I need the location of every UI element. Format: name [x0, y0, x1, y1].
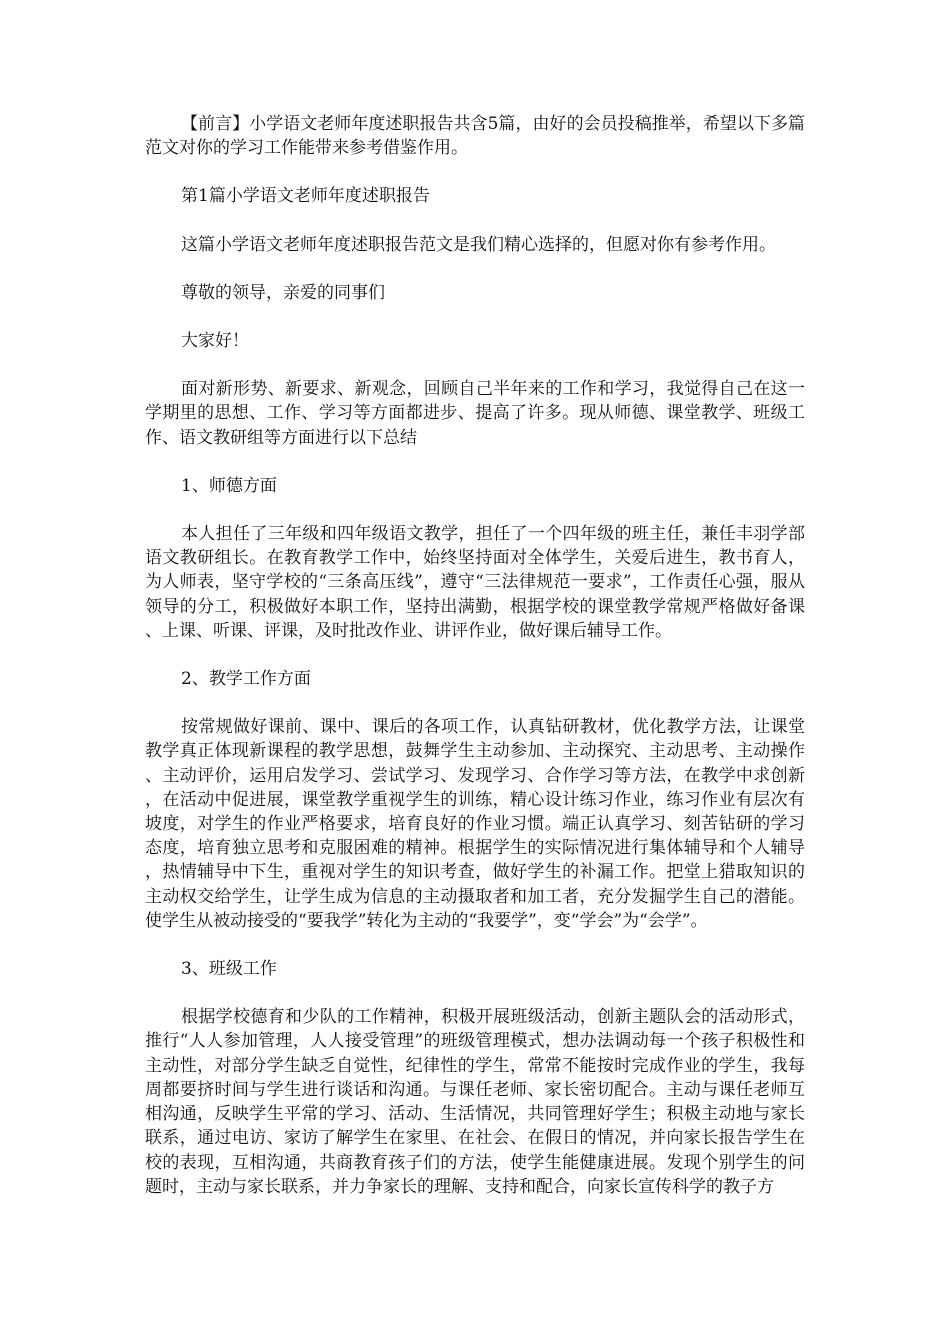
section-heading-class: 3、班级工作: [181, 959, 277, 980]
intro-paragraph: 这篇小学语文老师年度述职报告范文是我们精心选择的，但愿对你有参考作用。: [181, 234, 776, 255]
teaching-paragraph: 按常规做好课前、课中、课后的各项工作，认真钻研教材，优化教学方法，让课堂教学真正体现新课程的教学思想，鼓舞学生主动参加、主动探究、主动思考、主动操作、主动评价，运用启发学习、尝试学习、发现学习、合作学习等方法，在教学中求创新，在活动中促进展，课堂教学重视学生的训练，精心设计练习作业，练习作业有层次有坡度，对学生的作业严格要求，培育良好的作业习惯。端正认真学习、刻苦钻研的学习态度，培育独立思考和克服困难的精神。根据学生的实际情况进行集体辅导和个人辅导，热情辅导中下生，重视对学生的知识考查，做好学生的补漏工作。把堂上猎取知识的主动权交给学生，让学生成为信息的主动摄取者和加工者，充分发掘学生自己的潜能。使学生从被动接受的“要我学”转化为主动的“我要学”，变“学会”为“会学”。: [145, 717, 805, 931]
class-paragraph: 根据学校德育和少队的工作精神，积极开展班级活动，创新主题队会的活动形式，推行“人人参加管理，人人接受管理”的班级管理模式，想办法调动每一个孩子积极性和主动性，对部分学生缺乏自觉性，纪律性的学生，常常不能按时完成作业的学生，我每周都要挤时间与学生进行谈话和沟通。与课任老师、家长密切配合。主动与课任老师互相沟通，反映学生平常的学习、活动、生活情况，共同管理好学生；积极主动地与家长联系，通过电访、家访了解学生在家里、在社会、在假日的情况，并向家长报告学生在校的表现，互相沟通，共商教育孩子们的方法，使学生能健康进展。发现个别学生的问题时，主动与家长联系，并力争家长的理解、支持和配合，向家长宣传科学的教子方: [145, 1007, 805, 1197]
overview-paragraph: 面对新形势、新要求、新观念，回顾自己半年来的工作和学习，我觉得自己在这一学期里的思想、工作、学习等方面都进步、提高了许多。现从师德、课堂教学、班级工作、语文教研组等方面进行以下总结: [145, 379, 805, 448]
section-heading-ethics: 1、师德方面: [181, 475, 277, 496]
ethics-paragraph: 本人担任了三年级和四年级语文教学，担任了一个四年级的班主任，兼任丰羽学部语文教研组长。在教育教学工作中，始终坚持面对全体学生，关爱后进生，教书育人，为人师表，坚守学校的“三条高压线”，遵守“三法律规范一要求”，工作责任心强，服从领导的分工，积极做好本职工作，坚持出满勤，根据学校的课堂教学常规严格做好备课、上课、听课、评课，及时批改作业、讲评作业，做好课后辅导工作。: [145, 524, 805, 641]
article-title: 第1篇小学语文老师年度述职报告: [181, 186, 430, 207]
salutation: 尊敬的领导，亲爱的同事们: [181, 282, 385, 303]
document-page: [145, 112, 805, 1223]
greeting: 大家好！: [181, 331, 249, 352]
preface-paragraph: 【前言】小学语文老师年度述职报告共含5篇，由好的会员投稿推举，希望以下多篇范文对你的学习工作能带来参考借鉴作用。: [145, 114, 805, 159]
section-heading-teaching: 2、教学工作方面: [181, 669, 311, 690]
